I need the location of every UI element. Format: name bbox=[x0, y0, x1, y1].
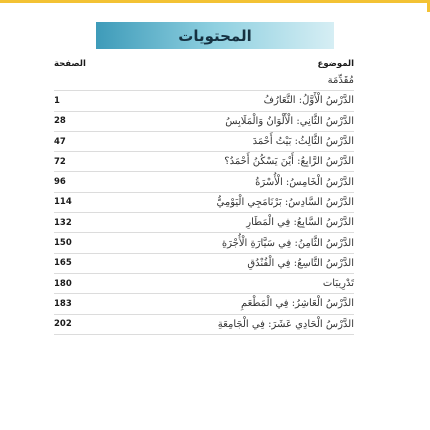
page-title-banner bbox=[96, 22, 334, 49]
entry-title: الدَّرْسُ الْأَوَّلُ: التَّعَارُفُ bbox=[263, 95, 354, 107]
entry-title: الدَّرْسُ الْحَادِي عَشَرَ: فِي الْجَامِعَةِ bbox=[217, 318, 354, 330]
entry-page: 165 bbox=[54, 258, 72, 269]
toc-row[interactable] bbox=[54, 132, 354, 152]
toc-row[interactable] bbox=[54, 294, 354, 314]
entry-title: الدَّرْسُ الثَّالِثُ: بَيْتُ أَحْمَدَ bbox=[252, 136, 354, 148]
entry-title: الدَّرْسُ الرَّابِعُ: أَيْنَ يَسْكُنُ أَحْمَدُ؟ bbox=[224, 156, 354, 168]
toc-row[interactable] bbox=[54, 91, 354, 111]
entry-title: الدَّرْسُ السَّابِعُ: فِي الْمَطَارِ bbox=[246, 217, 354, 229]
page-title: المحتويات bbox=[178, 26, 252, 45]
entry-title: الدَّرْسُ التَّاسِعُ: فِي الْفُنْدُقِ bbox=[247, 257, 354, 269]
entry-page: 1 bbox=[54, 95, 60, 106]
top-accent-bar bbox=[0, 0, 430, 3]
entry-page: 202 bbox=[54, 319, 72, 330]
toc-row[interactable] bbox=[54, 233, 354, 253]
toc-row[interactable] bbox=[54, 71, 354, 91]
entry-page: 180 bbox=[54, 278, 72, 289]
entry-title: مُقَدِّمَة bbox=[327, 75, 354, 87]
toc-row[interactable] bbox=[54, 193, 354, 213]
toc-row[interactable] bbox=[54, 254, 354, 274]
entry-page: 28 bbox=[54, 116, 66, 127]
topic-header: الموضوع bbox=[317, 59, 354, 69]
toc-row[interactable] bbox=[54, 112, 354, 132]
entry-page: 96 bbox=[54, 177, 66, 188]
toc-row[interactable] bbox=[54, 315, 354, 335]
toc-row[interactable] bbox=[54, 213, 354, 233]
toc-row[interactable] bbox=[54, 274, 354, 294]
toc-row[interactable] bbox=[54, 172, 354, 192]
entry-page: 150 bbox=[54, 238, 72, 249]
toc-row[interactable] bbox=[54, 152, 354, 172]
entry-title: الدَّرْسُ الْخَامِسُ: الْأُسْرَةُ bbox=[255, 176, 354, 188]
entry-page: 183 bbox=[54, 298, 72, 309]
entry-page: 72 bbox=[54, 156, 66, 167]
entry-title: الدَّرْسُ الْعَاشِرُ: فِي الْمَطْعَمِ bbox=[240, 298, 354, 310]
entry-title: الدَّرْسُ السَّادِسُ: بَرْنَامَجِي الْيَوْمِيُّ bbox=[216, 196, 354, 208]
entry-page: 114 bbox=[54, 197, 72, 208]
entry-title: تَدْرِيبَات bbox=[322, 278, 354, 290]
entry-title: الدَّرْسُ الثَّانِي: الْأَلْوَانُ وَالْمَلَابِسُ bbox=[225, 115, 354, 127]
page-header: الصفحة bbox=[54, 59, 86, 69]
entry-page: 47 bbox=[54, 136, 66, 147]
entry-title: الدَّرْسُ الثَّامِنُ: فِي سَيَّارَةِ الْأُجْرَةِ bbox=[221, 237, 354, 249]
toc-header-row bbox=[54, 57, 354, 71]
table-of-contents bbox=[54, 71, 354, 335]
entry-page: 132 bbox=[54, 217, 72, 228]
